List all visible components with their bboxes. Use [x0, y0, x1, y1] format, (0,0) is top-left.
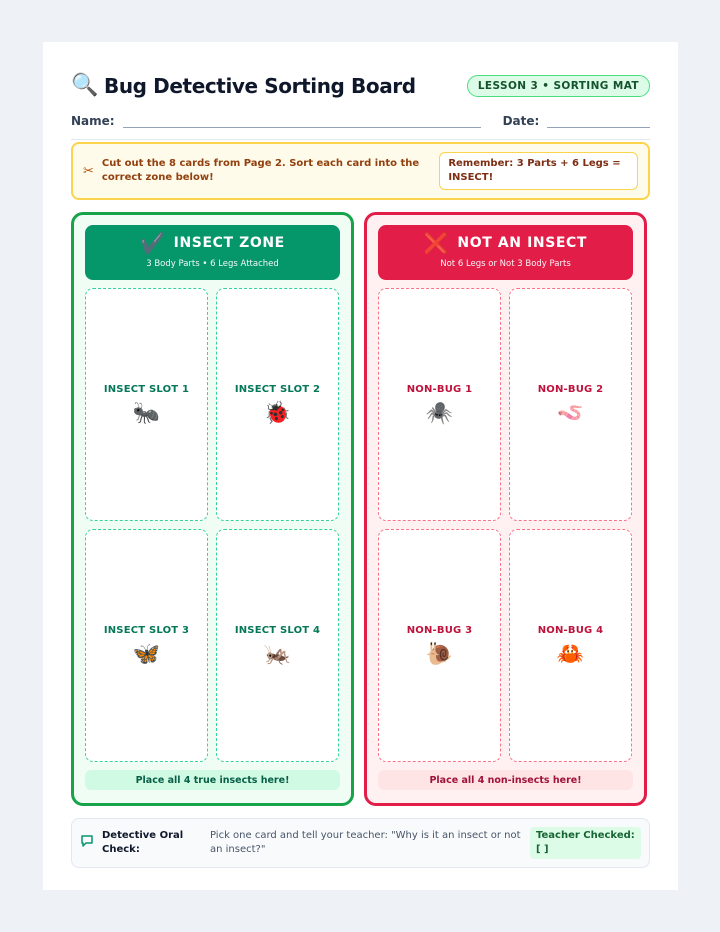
remember-note: Remember: 3 Parts + 6 Legs = INSECT!	[439, 152, 638, 190]
slot-label: INSECT SLOT 4	[234, 625, 321, 636]
cricket-icon: 🦗	[263, 642, 292, 667]
slot-label: INSECT SLOT 1	[103, 384, 190, 395]
instructions-text: Cut out the 8 cards from Page 2. Sort each card into the correct zone below!	[101, 158, 420, 183]
header	[71, 72, 650, 100]
non-bug-slot-2[interactable]	[509, 288, 632, 521]
ant-icon: 🐜	[132, 401, 161, 426]
insect-slot-3[interactable]	[85, 529, 208, 762]
name-label: Name:	[71, 114, 115, 128]
insect-zone-subtitle: 3 Body Parts • 6 Legs Attached	[146, 259, 279, 269]
sorting-zones	[71, 212, 650, 806]
slot-label: NON-BUG 2	[537, 384, 604, 395]
insect-slot-2[interactable]	[216, 288, 339, 521]
lesson-badge: LESSON 3 • SORTING MAT	[467, 75, 650, 97]
name-date-row	[71, 106, 650, 128]
worm-icon: 🪱	[556, 401, 585, 426]
slot-label: NON-BUG 1	[406, 384, 473, 395]
spider-icon: 🕷️	[425, 401, 454, 426]
slot-label: NON-BUG 4	[537, 625, 604, 636]
not-insect-zone-header	[378, 225, 633, 280]
worksheet	[43, 42, 678, 890]
date-field[interactable]	[547, 114, 650, 128]
date-label: Date:	[502, 114, 540, 128]
butterfly-icon: 🦋	[132, 642, 161, 667]
scissors-icon: ✂	[83, 163, 94, 179]
insect-zone	[71, 212, 354, 806]
oral-check-body: Pick one card and tell your teacher: "Why is it an insect or not an insect?"	[210, 830, 521, 855]
insect-slot-1[interactable]	[85, 288, 208, 521]
page-title	[71, 74, 416, 98]
oral-check-box	[71, 818, 650, 868]
non-bug-slot-4[interactable]	[509, 529, 632, 762]
chat-bubble-icon	[80, 834, 94, 852]
insect-zone-header	[85, 225, 340, 280]
oral-check-title: Detective Oral Check:	[102, 830, 184, 855]
magnifying-glass-icon: 🔍	[71, 73, 98, 98]
checkmark-icon: ✔️	[140, 231, 166, 255]
insect-zone-title: INSECT ZONE	[173, 235, 285, 251]
slot-label: NON-BUG 3	[406, 625, 473, 636]
ladybug-icon: 🐞	[263, 401, 292, 426]
not-insect-zone-subtitle: Not 6 Legs or Not 3 Body Parts	[440, 259, 571, 269]
non-bug-slot-1[interactable]	[378, 288, 501, 521]
snail-icon: 🐌	[425, 642, 454, 667]
cross-icon: ❌	[423, 231, 450, 255]
crab-icon: 🦀	[556, 642, 585, 667]
divider	[71, 139, 650, 140]
slot-label: INSECT SLOT 2	[234, 384, 321, 395]
title-text: Bug Detective Sorting Board	[104, 74, 416, 98]
not-insect-zone-footer: Place all 4 non-insects here!	[378, 770, 633, 790]
slot-label: INSECT SLOT 3	[103, 625, 190, 636]
insect-slot-4[interactable]	[216, 529, 339, 762]
name-field[interactable]	[123, 114, 481, 128]
instructions-box	[71, 142, 650, 200]
teacher-checked-box[interactable]: Teacher Checked: [ ]	[530, 827, 641, 859]
not-insect-zone-title: NOT AN INSECT	[457, 235, 588, 251]
insect-zone-footer: Place all 4 true insects here!	[85, 770, 340, 790]
not-insect-zone	[364, 212, 647, 806]
non-bug-slot-3[interactable]	[378, 529, 501, 762]
